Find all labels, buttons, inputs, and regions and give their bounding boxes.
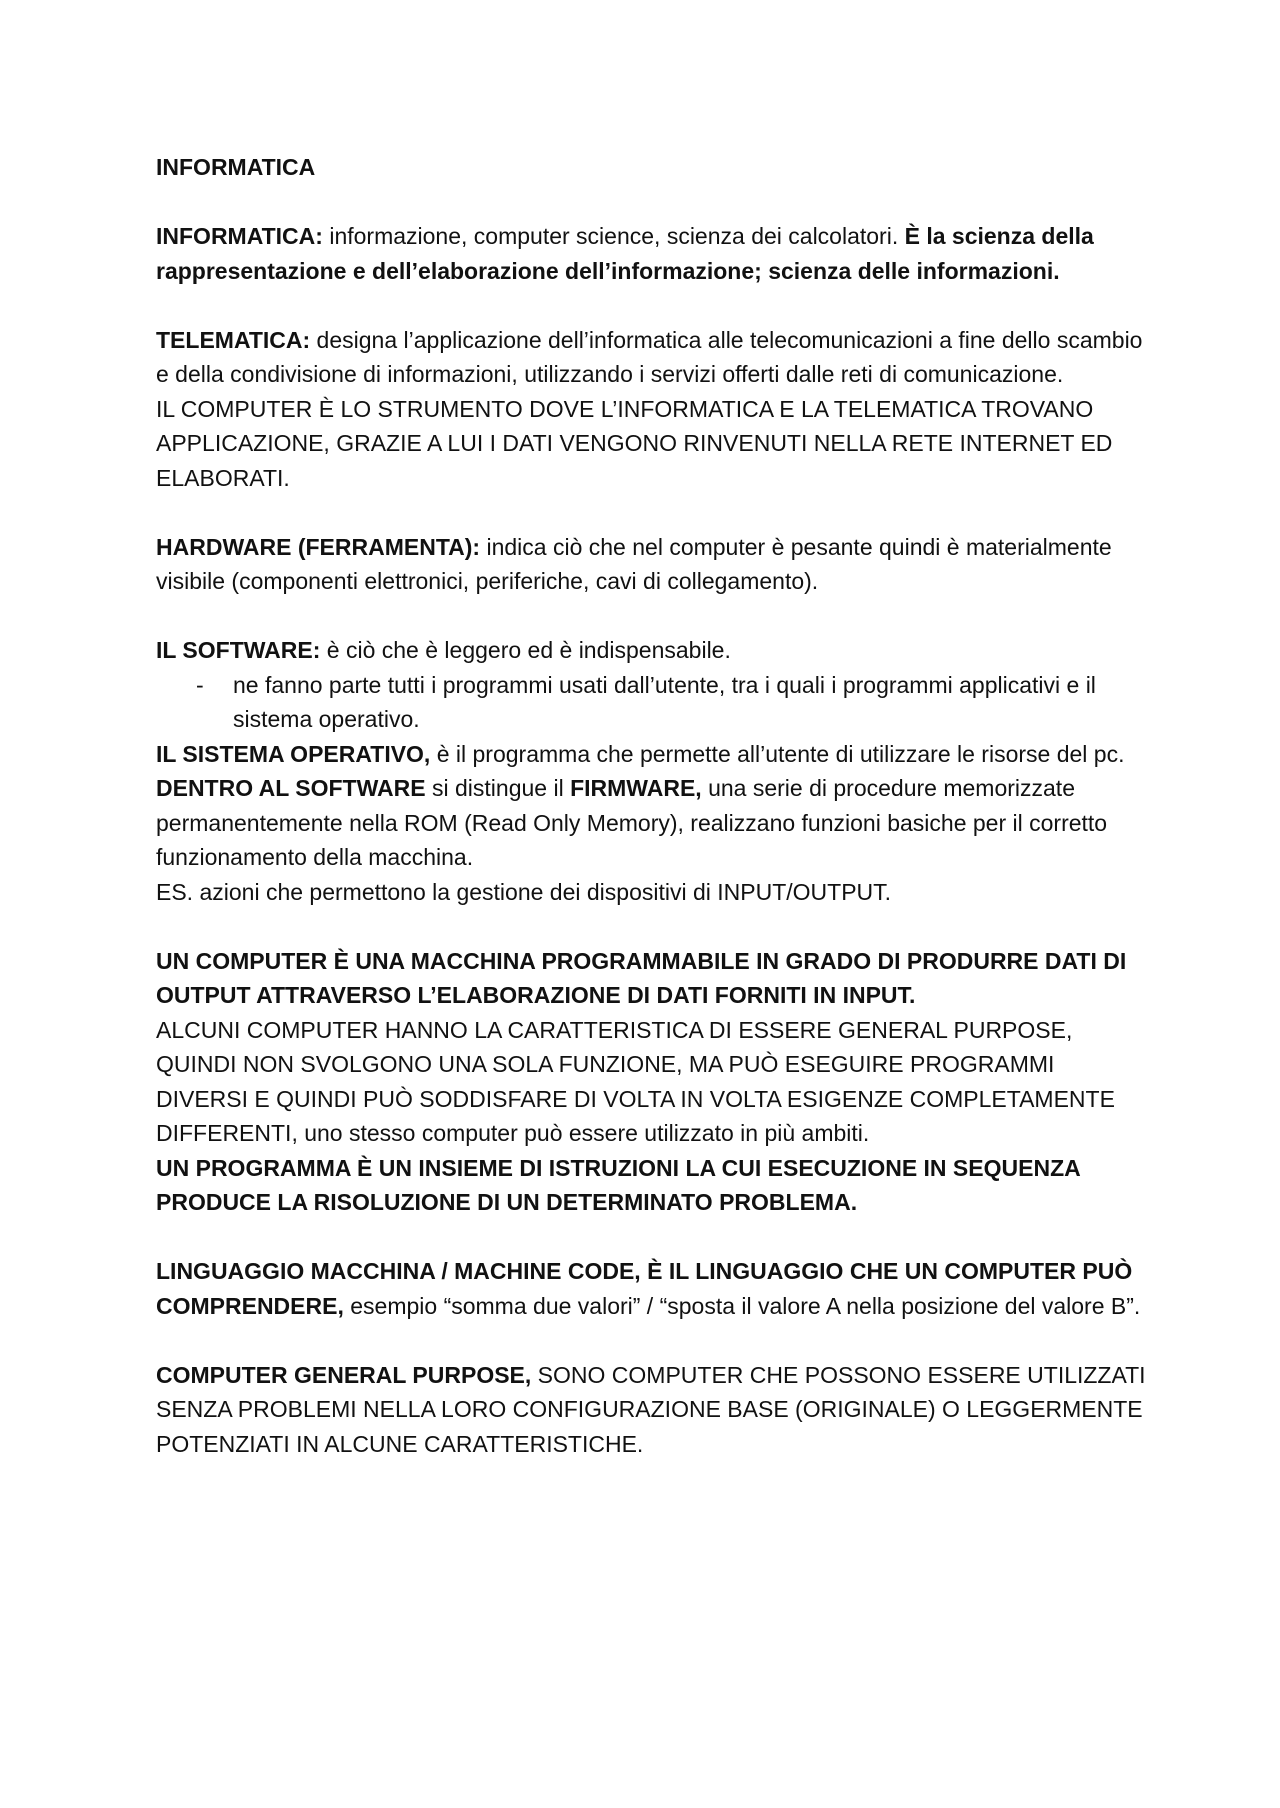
informatica-definition: INFORMATICA: informazione, computer science, scienza dei calcolatori. È la scienza della rappresentazione e dell’elaborazione dell’informazione; scienza delle informazioni. bbox=[156, 223, 1094, 284]
sistema-operativo-definition: IL SISTEMA OPERATIVO, è il programma che permette all’utente di utilizzare le risorse del pc. bbox=[156, 740, 1125, 767]
firmware-term: FIRMWARE, bbox=[570, 775, 702, 801]
telematica-caps-note: IL COMPUTER È LO STRUMENTO DOVE L’INFORMATICA E LA TELEMATICA TROVANO APPLICAZIONE, GRAZIE A LUI I DATI VENGONO RINVENUTI NELLA RETE INTERNET ED ELABORATI. bbox=[156, 395, 1113, 491]
firmware-example: ES. azioni che permettono la gestione dei dispositivi di INPUT/OUTPUT. bbox=[156, 878, 892, 905]
list-item: - ne fanno parte tutti i programmi usati dall’utente, tra i quali i programmi applicativi e il sistema operativo. bbox=[156, 668, 1146, 737]
firmware-definition: DENTRO AL SOFTWARE si distingue il FIRMWARE, una serie di procedure memorizzate permanentemente nella ROM (Read Only Memory), realizzano funzioni basiche per il corretto funzionamento della macchina. bbox=[156, 775, 1108, 870]
linguaggio-macchina-definition: LINGUAGGIO MACCHINA / MACHINE CODE, È IL LINGUAGGIO CHE UN COMPUTER PUÒ COMPRENDERE, esempio “somma due valori” / “sposta il valore A nella posizione del valore B”. bbox=[156, 1258, 1141, 1319]
telematica-term: TELEMATICA: bbox=[156, 326, 311, 353]
software-definition: IL SOFTWARE: è ciò che è leggero ed è indispensabile. bbox=[156, 637, 731, 663]
informatica-term: INFORMATICA: bbox=[156, 223, 323, 249]
computer-general-purpose-definition: COMPUTER GENERAL PURPOSE, SONO COMPUTER CHE POSSONO ESSERE UTILIZZATI SENZA PROBLEMI NELLA LORO CONFIGURAZIONE BASE (ORIGINALE) O LEGGERMENTE POTENZIATI IN ALCUNE CARATTERISTICHE. bbox=[156, 1361, 1146, 1457]
software-term: IL SOFTWARE: bbox=[156, 637, 321, 663]
document-title: INFORMATICA bbox=[156, 154, 316, 180]
computer-general-purpose-term: COMPUTER GENERAL PURPOSE, bbox=[156, 1361, 532, 1388]
computer-definition: UN COMPUTER È UNA MACCHINA PROGRAMMABILE IN GRADO DI PRODURRE DATI DI OUTPUT ATTRAVERSO L’ELABORAZIONE DI DATI FORNITI IN INPUT. bbox=[156, 947, 1127, 1008]
linguaggio-macchina-term: LINGUAGGIO MACCHINA / MACHINE CODE, È IL LINGUAGGIO CHE UN COMPUTER PUÒ COMPRENDERE, bbox=[156, 1258, 1133, 1319]
telematica-definition: TELEMATICA: designa l’applicazione dell’informatica alle telecomunicazioni a fine dello scambio e della condivisione di informazioni, utilizzando i servizi offerti dalle reti di comunicazione. bbox=[156, 326, 1143, 387]
hardware-definition: HARDWARE (FERRAMENTA): indica ciò che nel computer è pesante quindi è materialmente visibile (componenti elettronici, periferiche, cavi di collegamento). bbox=[156, 533, 1112, 594]
hardware-term: HARDWARE (FERRAMENTA): bbox=[156, 533, 481, 560]
sistema-operativo-term: IL SISTEMA OPERATIVO, bbox=[156, 740, 431, 767]
bullet-dash: - bbox=[196, 671, 204, 698]
programma-definition: UN PROGRAMMA È UN INSIEME DI ISTRUZIONI LA CUI ESECUZIONE IN SEQUENZA PRODUCE LA RISOLUZIONE DI UN DETERMINATO PROBLEMA. bbox=[156, 1154, 1080, 1215]
document-page bbox=[156, 150, 1146, 1461]
general-purpose-note: ALCUNI COMPUTER HANNO LA CARATTERISTICA DI ESSERE GENERAL PURPOSE, QUINDI NON SVOLGONO UNA SOLA FUNZIONE, MA PUÒ ESEGUIRE PROGRAMMI DIVERSI E QUINDI PUÒ SODDISFARE DI VOLTA IN VOLTA ESIGENZE COMPLETAMENTE DIFFERENTI, uno stesso computer può essere utilizzato in più ambiti. bbox=[156, 1016, 1115, 1146]
